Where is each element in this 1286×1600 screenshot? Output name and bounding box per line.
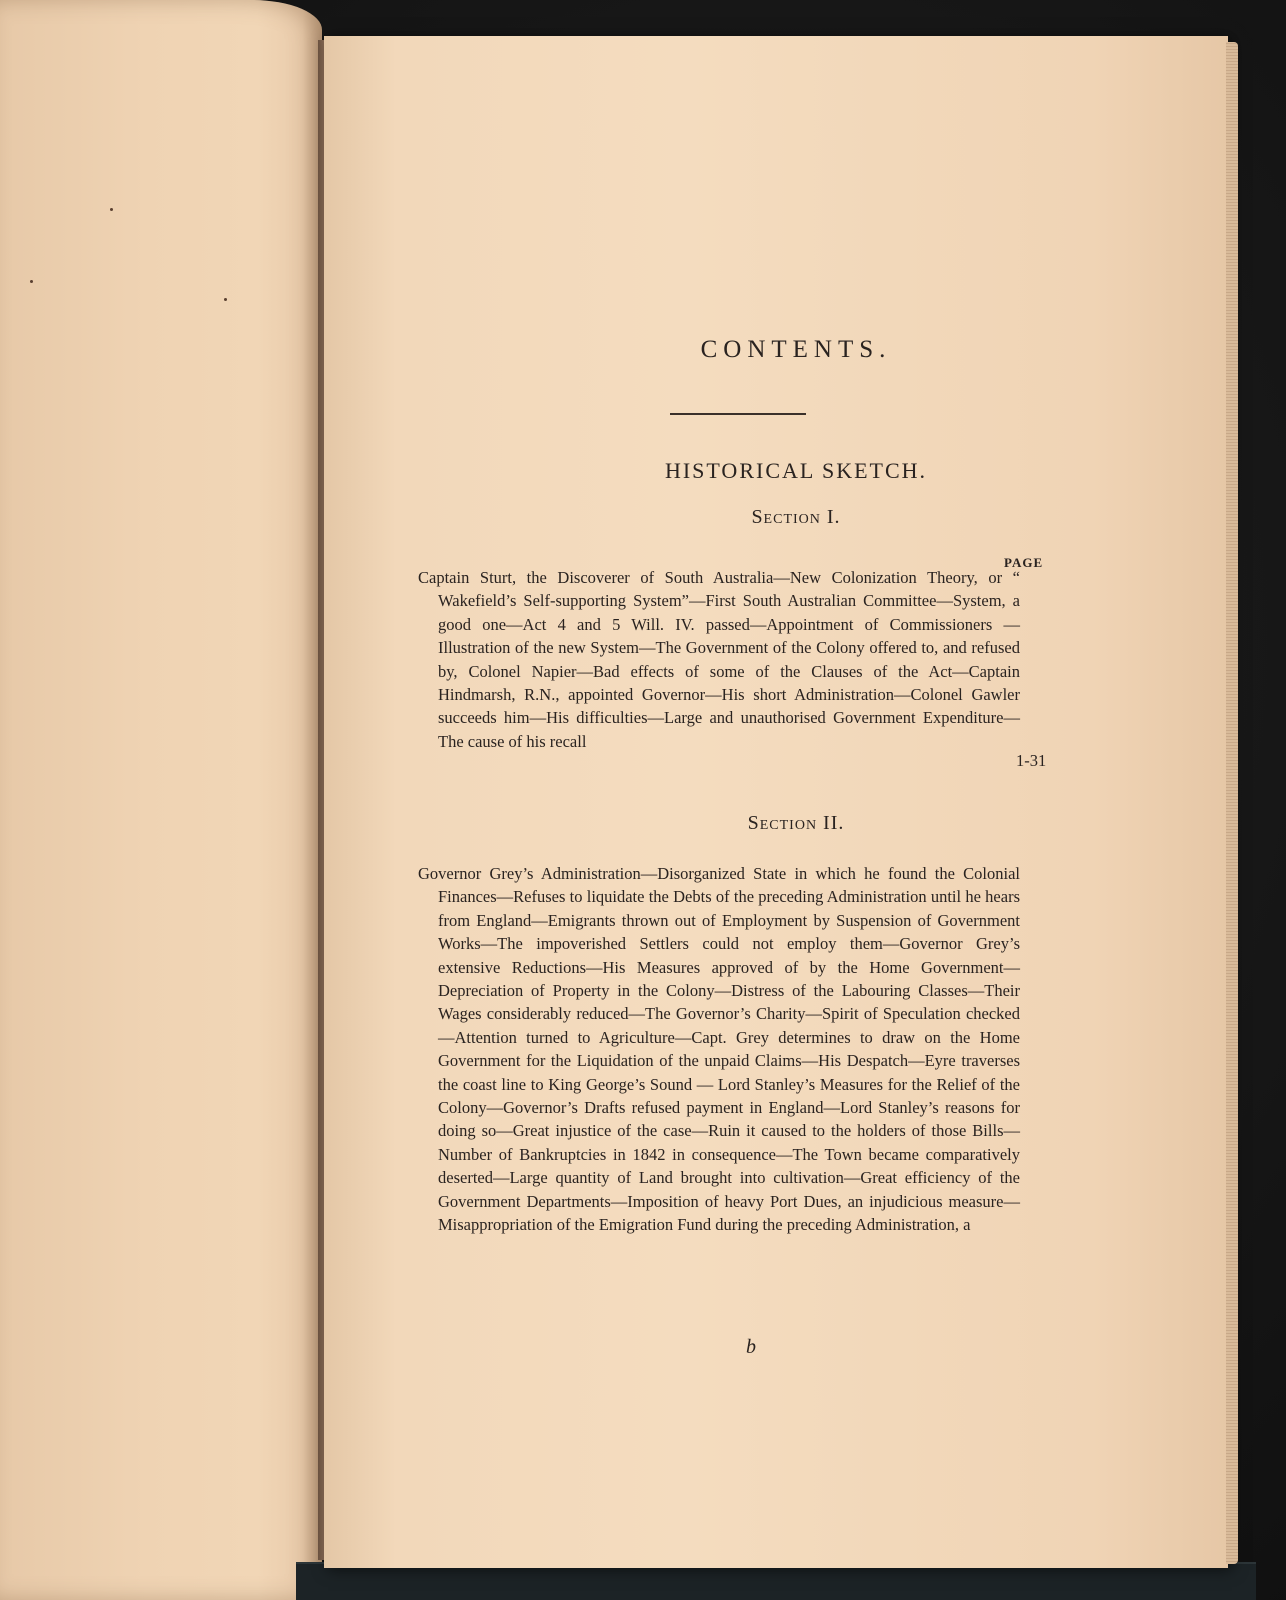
section-heading-2: Section II.	[747, 812, 845, 834]
part-title: HISTORICAL SKETCH.	[664, 458, 928, 483]
page-edges	[1226, 42, 1238, 1564]
page-column-label: PAGE	[1004, 555, 1044, 570]
section-2-summary: Governor Grey’s Administration—Disorganized State in which he found the Colonial Finances—Refuses to liquidate the Debts of the preceding Administration until he hears from England—Emigrants thrown out of Employment by Suspension of Government Works—The impoverished Settlers could not employ them—Governor Grey’s extensive Reductions—His Measures approved of by the Home Government—Depreciation of Property in the Colony—Distress of the Labouring Classes—Their Wages considerably reduced—The Governor’s Charity—Spirit of Speculation checked—Attention turned to Agriculture—Capt. Grey determines to draw on the Home Government for the Liquidation of the unpaid Claims—His Despatch—Eyre traverses the coast line to King George’s Sound — Lord Stanley’s Measures for the Relief of the Colony—Governor’s Drafts refused payment in England—Lord Stanley’s reasons for doing so—Great injustice of the case—Ruin it caused to the holders of those Bills—Number of Bankruptcies in 1842 in consequence—The Town became comparatively deserted—Large quantity of Land brought into cultivation—Great efficiency of the Government Departments—Imposition of heavy Port Dues, an injudicious measure—Misappropriation of the Emigration Fund during the preceding Administration, a	[418, 864, 1020, 1235]
section-1-summary: Captain Sturt, the Discoverer of South Australia—New Colonization Theory, or “ Wakefield’s Self-supporting System”—First South Australian Committee—System, a good one—Act 4 and 5 Will. IV. passed—Appointment of Commissioners — Illustration of the new System—The Government of the Colony offered to, and refused by, Colonel Napier—Bad effects of some of the Clauses of the Act—Captain Hindmarsh, R.N., appointed Governor—His short Administration—Colonel Gawler succeeds him—His difficulties—Large and unauthorised Government Expenditure—The cause of his recall	[418, 568, 1020, 751]
left-page	[0, 0, 322, 1600]
paper-speck	[224, 298, 227, 301]
paper-speck	[30, 280, 33, 283]
title-rule	[670, 413, 806, 415]
signature-mark: b	[746, 1336, 756, 1358]
contents-page	[324, 36, 1228, 1568]
paper-speck	[110, 208, 113, 211]
page-title: CONTENTS.	[700, 336, 892, 363]
section-1-page-range: 1-31	[1016, 751, 1047, 770]
section-heading-1: Section I.	[751, 506, 841, 528]
